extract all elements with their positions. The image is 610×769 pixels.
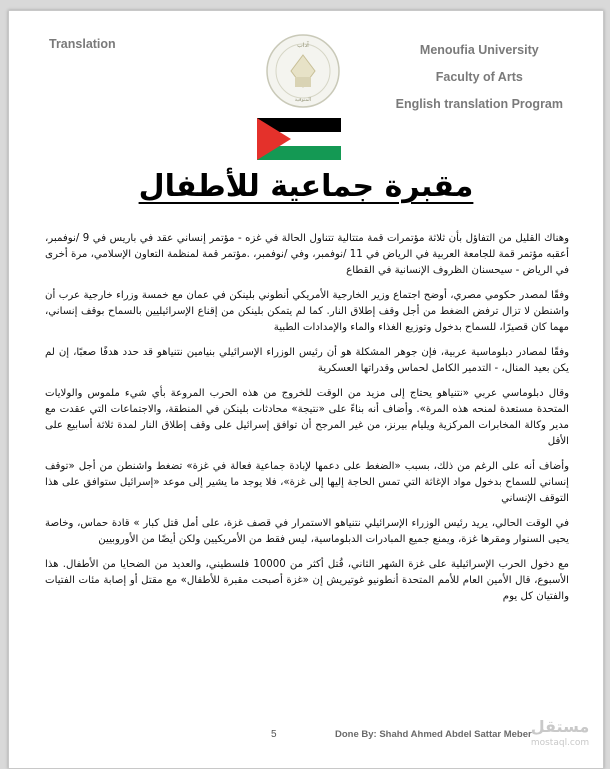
paragraph-4: وقال دبلوماسي عربي «نتنياهو يحتاج إلى مزيد من الوقت للخروج من هذه الحرب المروعة بأي شيء ملموس والولايات المتحدة مستعدة لمنحه هذه المرة». وأضاف أنه بناءً على «نتيجة» محادثات بلينكن في المنطقة، والاجتماعات التي عقدت مع مدير وكالة المخابرات المركزية ويليام بيرنز، من غير المرجح أن توافق إسرائيل على وقف إطلاق النار لمدة ثلاثة أسابيع على الأقل [45, 388, 569, 447]
paragraph-1: وهناك القليل من التفاؤل بأن ثلاثة مؤتمرات قمة متتالية تتناول الحالة في غزه - مؤتمر إنساني عقد في باريس في 9 /نوفمبر، أعقبه مؤتمر قمة للجامعة العربية في الرياض في 11 /نوفمبر، وفي /نوفمبر، .مؤتمر قمة لمنظمة التعاون الإسلامي، مرة أخرى في الرياض - سيحسنان الظروف الإنسانية في القطاع [45, 233, 569, 276]
header-program: English translation Program [395, 97, 563, 111]
paragraph-7: مع دخول الحرب الإسرائيلية على غزة الشهر الثاني، قُتل أكثر من 10000 فلسطيني، والعديد من الضحايا من الأطفال. هذا الأسبوع، قال الأمين العام للأمم المتحدة أنطونيو غوتيريش إن «غزة أصبحت مقبرة للأطفال» مع مقتل أو إصابة مئات الفتيات والفتيان كل يوم [45, 559, 569, 602]
article-body [45, 231, 569, 614]
header-right-block [396, 37, 563, 118]
watermark-logo-text: مستقل [530, 717, 590, 736]
article-title [9, 169, 603, 204]
watermark-site: mostaql.com [530, 738, 590, 748]
paragraph-5: وأضاف أنه على الرغم من ذلك، بسبب «الضغط على دعمها لإبادة جماعية فعالة في غزة» تضغط واشنطن من أجل «توقف إنساني للسماح بدخول مواد الإغاثة التي تمس الحاجة إليها إلى غزة»، فلا يوجد ما يشير إلى موعد «إسرائيل ستوافق على هذا التوقف الإنساني [45, 461, 569, 504]
palestine-flag-icon [257, 118, 341, 160]
mostaql-watermark-logo [529, 716, 591, 766]
header-faculty: Faculty of Arts [435, 70, 523, 84]
svg-text:آداب: آداب [297, 42, 309, 49]
header-university: Menoufia University [419, 43, 539, 57]
header-left-label: Translation [49, 37, 116, 51]
footer-credit: Done By: Shahd Ahmed Abdel Sattar Meber [335, 729, 532, 740]
paragraph-6: في الوقت الحالي، يريد رئيس الوزراء الإسرائيلي نتنياهو الاستمرار في قصف غزة، على أمل قتل كبار » قادة حماس، وخاصة يحيى السنوار ومقرها غزة، ويمنع جميع المبادرات الدبلوماسية، ليس فقط من الأمريكيين ولكن أيضًا من الأوروبيين [45, 518, 569, 545]
article-title-text: مقبرة جماعية للأطفال [138, 169, 474, 204]
page-number: 5 [271, 729, 277, 740]
paragraph-2: وفقًا لمصدر حكومي مصري، أوضح اجتماع وزير الخارجية الأمريكي أنطوني بلينكن في عمان مع خمسة وزراء خارجية عرب أن واشنطن لا تزال ترفض الضغط من أجل وقف إطلاق النار. كما لم يتمكن بلينكن من إقناع الإسرائيليين بالسماح بوقف إنساني، مهما كان قصيرًا، للسماح بدخول وتوزيع الغذاء والماء والإمدادات الطبية [45, 290, 569, 333]
svg-text:المنوفية: المنوفية [294, 97, 312, 103]
faculty-seal-logo [265, 33, 341, 109]
paragraph-3: وفقًا لمصادر دبلوماسية عربية، فإن جوهر المشكلة هو أن رئيس الوزراء الإسرائيلي بنيامين نتنياهو قد حدد هدفًا صعبًا، إن لم يكن بعيد المنال، - التدمير الكامل لحماس وقدراتها العسكرية [45, 347, 569, 374]
document-page [8, 10, 604, 769]
